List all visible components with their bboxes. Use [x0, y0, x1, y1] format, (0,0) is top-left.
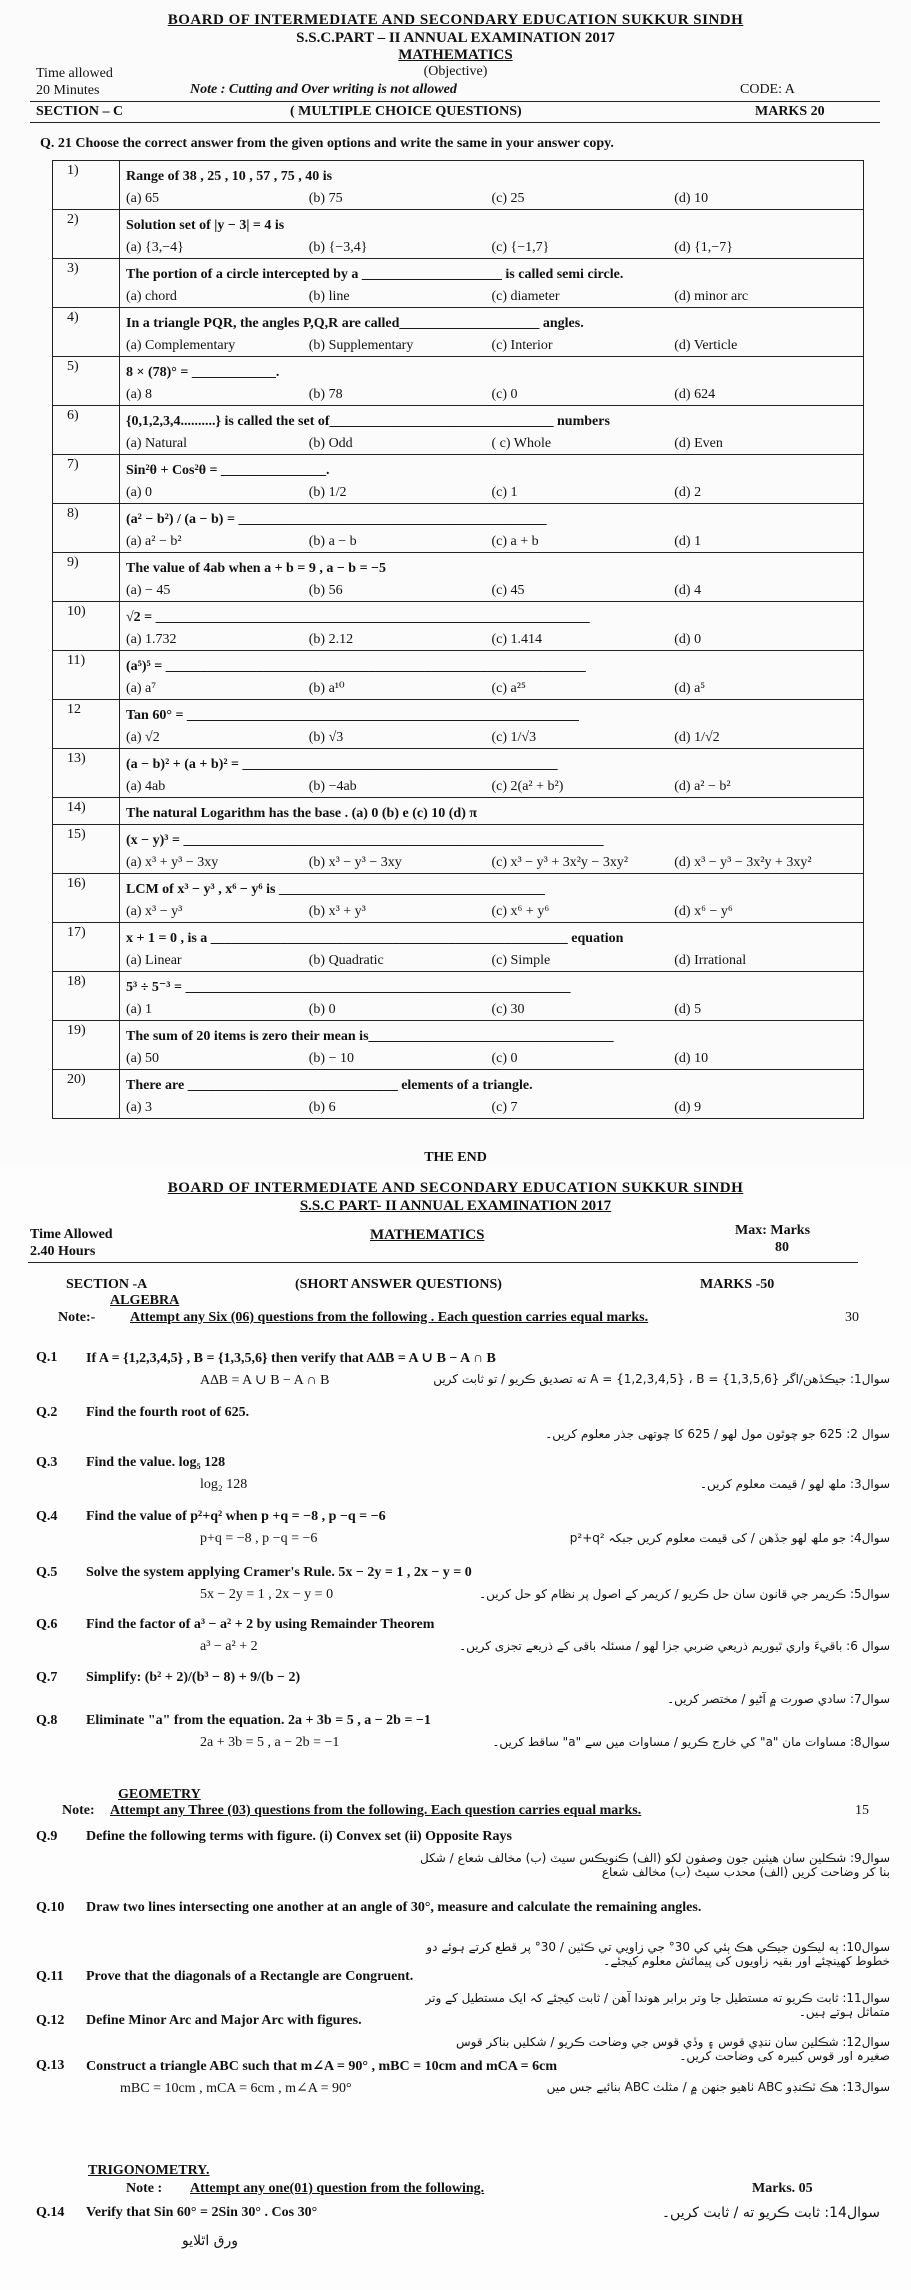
note-trig: Attempt any one(01) question from the following.: [190, 2181, 485, 2196]
question-number: 9): [53, 553, 120, 602]
question-number: 5): [53, 357, 120, 406]
option: (c) 25: [491, 191, 525, 206]
question-number: 17): [53, 923, 120, 972]
option: (d) a² − b²: [674, 779, 731, 794]
option: (b) x³ − y³ − 3xy: [308, 855, 402, 870]
options-row: [126, 996, 857, 1018]
option: (a) Linear: [126, 953, 182, 968]
question-number: 6): [53, 406, 120, 455]
question-urdu: سوال14: ثابت ڪريو ته / ثابت کریں۔: [661, 2205, 880, 2221]
mcq-row: [53, 1070, 864, 1119]
note-algebra: Attempt any Six (06) questions from the following . Each question carries equal marks.: [130, 1310, 649, 1325]
question-number: Q.9: [36, 1829, 58, 1844]
option: (c) 45: [491, 583, 525, 598]
max-marks-value: 80: [775, 1240, 789, 1255]
question-text: Find the factor of a³ − a² + 2 by using Remainder Theorem: [86, 1617, 435, 1632]
geometry-marks: 15: [855, 1803, 869, 1818]
question-text: There are ______________________________ elements of a triangle.: [126, 1078, 533, 1093]
question-cell: [120, 210, 864, 259]
note-cutting: Note : Cutting and Over writing is not allowed: [190, 82, 457, 97]
question-text-line2: 5x − 2y = 1 , 2x − y = 0: [200, 1587, 334, 1602]
option: (a) chord: [126, 289, 177, 304]
question-text: The natural Logarithm has the base . (a) 0 (b) e (c) 10 (d) π: [126, 806, 478, 821]
option: (a) a² − b²: [126, 534, 182, 549]
option: (a) 8: [126, 387, 153, 402]
question-text: Eliminate "a" from the equation. 2a + 3b = 5 , a − 2b = −1: [86, 1713, 431, 1728]
question-number: 18): [53, 972, 120, 1021]
option: (d) 1: [674, 534, 702, 549]
option: (d) 5: [674, 1002, 702, 1017]
question-number: Q.8: [36, 1713, 58, 1728]
question-number: 11): [53, 651, 120, 700]
note-geometry: Attempt any Three (03) questions from the following. Each question carries equal marks.: [110, 1803, 642, 1818]
question-number: 7): [53, 455, 120, 504]
question-text: In a triangle PQR, the angles P,Q,R are called____________________ angles.: [126, 316, 584, 331]
question-cell: [120, 874, 864, 923]
option: (d) 9: [674, 1100, 702, 1115]
question-text-line2: mBC = 10cm , mCA = 6cm , m∠A = 90°: [120, 2081, 352, 2096]
question-text: LCM of x³ − y³ , x⁶ − y⁶ is ______________________________________: [126, 882, 545, 897]
question-urdu: سوال 2: 625 جو چوٿون مول لهو / 625 کا چوتھی جذر معلوم کریں۔: [545, 1427, 890, 1441]
option: (a) 50: [126, 1051, 160, 1066]
question-number: Q.11: [36, 1969, 64, 1984]
question-text: (a⁵)⁵ = ____________________________________________________________: [126, 659, 586, 674]
subject-title: MATHEMATICS: [398, 47, 513, 63]
question-cell: [120, 455, 864, 504]
option: (a) 4ab: [126, 779, 166, 794]
question-number: Q.4: [36, 1509, 58, 1524]
mcq-row: [53, 651, 864, 700]
option: (a) 65: [126, 191, 160, 206]
question-text: 8 × (78)° = ____________.: [126, 365, 280, 380]
question-text: Define the following terms with figure. (i) Convex set (ii) Opposite Rays: [86, 1829, 512, 1844]
time-label: Time Allowed: [30, 1227, 113, 1242]
section-label: SECTION -A: [66, 1277, 148, 1292]
section-title: (SHORT ANSWER QUESTIONS): [295, 1277, 502, 1292]
mcq-row: [53, 210, 864, 259]
turn-over: ورق اٿلايو: [181, 2233, 239, 2249]
option: (d) x³ − y³ − 3x²y + 3xy²: [674, 855, 812, 870]
option: (a) {3,−4}: [126, 240, 184, 255]
question-urdu: سوال5: ڪريمر جي قانون سان حل ڪريو / کریمر کے اصول پر نظام کو حل کریں۔: [479, 1587, 890, 1601]
option: (b) 1/2: [308, 485, 347, 500]
question-cell: [120, 602, 864, 651]
algebra-heading: ALGEBRA: [110, 1293, 180, 1308]
mcq-row: [53, 798, 864, 825]
options-row: [126, 773, 857, 795]
instruction: Q. 21 Choose the correct answer from the given options and write the same in your answer copy.: [40, 136, 614, 151]
option: (b) Odd: [308, 436, 353, 451]
option: (a) 1.732: [126, 632, 177, 647]
question-text-line2: 2a + 3b = 5 , a − 2b = −1: [200, 1735, 340, 1750]
question-text: The portion of a circle intercepted by a ____________________ is called semi circle.: [126, 267, 624, 282]
question-number: 14): [53, 798, 120, 825]
option: (d) {1,−7}: [674, 240, 733, 255]
option: (d) Irrational: [674, 953, 747, 968]
options-row: [126, 675, 857, 697]
option: (a) √2: [126, 730, 160, 745]
option: (b) 56: [308, 583, 343, 598]
geometry-heading: GEOMETRY: [118, 1787, 201, 1802]
time-value: 20 Minutes: [36, 83, 100, 98]
question-urdu: سوال8: مساوات مان "a" کي خارج ڪريو / مساوات میں سے "a" ساقط کریں۔: [492, 1735, 890, 1749]
question-cell: [120, 161, 864, 210]
board-title: BOARD OF INTERMEDIATE AND SECONDARY EDUCATION SUKKUR SINDH: [167, 12, 744, 28]
question-urdu: سوال12: شڪلين سان ننڍي قوس ۽ وڏي قوس جي وضاحت ڪريو / شکلیں بناکر قوس صغیرہ اور قوس کبیرہ کی وضاحت کریں۔: [456, 2035, 890, 2063]
header-divider: [30, 101, 880, 102]
question-text: Range of 38 , 25 , 10 , 57 , 75 , 40 is: [126, 169, 333, 184]
question-text: Prove that the diagonals of a Rectangle are Congruent.: [86, 1969, 414, 1984]
question-cell: [120, 972, 864, 1021]
question-cell: [120, 308, 864, 357]
question-text: Find the fourth root of 625.: [86, 1405, 250, 1420]
option: (b) 75: [308, 191, 343, 206]
option: ( c) Whole: [491, 436, 552, 451]
mcq-table: [52, 160, 864, 1119]
subject-title: MATHEMATICS: [370, 1227, 485, 1243]
mcq-row: [53, 455, 864, 504]
mcq-row: [53, 923, 864, 972]
option: (d) 10: [674, 191, 709, 206]
question-number: Q.2: [36, 1405, 58, 1420]
option: (c) 1/√3: [491, 730, 537, 745]
option: (a) Complementary: [126, 338, 236, 353]
question-text: x + 1 = 0 , is a ___________________________________________________ equation: [126, 931, 624, 946]
mcq-row: [53, 553, 864, 602]
option: (d) 0: [674, 632, 702, 647]
option: (b) 6: [308, 1100, 336, 1115]
mcq-row: [53, 1021, 864, 1070]
option: (d) 10: [674, 1051, 709, 1066]
note-label: Note:-: [58, 1310, 96, 1325]
question-text: (x − y)³ = ____________________________________________________________: [126, 833, 604, 848]
options-row: [126, 947, 857, 969]
question-number: Q.5: [36, 1565, 58, 1580]
section-title: ( MULTIPLE CHOICE QUESTIONS): [290, 104, 522, 119]
question-text: Tan 60° = ________________________________________________________: [126, 708, 579, 723]
options-row: [126, 528, 857, 550]
question-number: 10): [53, 602, 120, 651]
mcq-row: [53, 749, 864, 798]
options-row: [126, 1094, 857, 1116]
question-cell: [120, 651, 864, 700]
question-urdu: سوال13: هڪ ٽڪنڊو ABC ٺاهيو جنهن ۾ / مثلث ABC بنائیے جس میں: [546, 2080, 890, 2094]
question-text: If A = {1,2,3,4,5} , B = {1,3,5,6} then verify that A∆B = A ∪ B − A ∩ B: [86, 1351, 496, 1366]
question-text: (a² − b²) / (a − b) = ____________________________________________: [126, 512, 547, 527]
question-text: Construct a triangle ABC such that m∠A = 90° , mBC = 10cm and mCA = 6cm: [86, 2059, 557, 2074]
question-number: Q.1: [36, 1350, 58, 1365]
options-row: [126, 332, 857, 354]
question-urdu: سوال4: جو ملھ لهو جڏهن / کی قیمت معلوم کریں جبکہ p²+q²: [569, 1531, 890, 1545]
question-cell: [120, 700, 864, 749]
options-row: [126, 381, 857, 403]
option: (d) 624: [674, 387, 716, 402]
option: (b) − 10: [308, 1051, 354, 1066]
note-label: Note:: [62, 1803, 95, 1818]
option: (c) x⁶ + y⁶: [491, 904, 550, 919]
question-cell: [120, 259, 864, 308]
option: (a) 1: [126, 1002, 153, 1017]
option: (b) √3: [308, 730, 344, 745]
section-marks: MARKS 20: [755, 104, 825, 119]
option: (a) − 45: [126, 583, 171, 598]
mcq-row: [53, 308, 864, 357]
max-marks-label: Max: Marks: [735, 1223, 811, 1238]
mcq-row: [53, 874, 864, 923]
question-text: {0,1,2,3,4..........} is called the set of________________________________ numbers: [126, 414, 610, 429]
mcq-row: [53, 700, 864, 749]
question-number: Q.14: [36, 2205, 65, 2220]
question-cell: [120, 553, 864, 602]
options-row: [126, 898, 857, 920]
option: (d) a⁵: [674, 681, 706, 696]
question-text: Verify that Sin 60° = 2Sin 30° . Cos 30°: [86, 2205, 318, 2220]
mcq-row: [53, 972, 864, 1021]
option: (d) 1/√2: [674, 730, 720, 745]
option: (c) 0: [491, 387, 518, 402]
option: (a) x³ − y³: [126, 904, 183, 919]
question-text: 5³ ÷ 5⁻³ = _______________________________________________________: [126, 980, 571, 995]
option: (d) 4: [674, 583, 702, 598]
question-urdu: سوال11: ثابت ڪريو ته مستطيل جا وتر برابر هوندا آهن / ثابت کیجئے کہ ایک مستطیل کے وتر متماثل ہوتے ہیں۔: [425, 1991, 890, 2019]
option: (a) x³ + y³ − 3xy: [126, 855, 219, 870]
options-row: [126, 1045, 857, 1067]
option: (c) a + b: [491, 534, 539, 549]
question-number: Q.3: [36, 1455, 58, 1470]
exam-title: S.S.C PART- II ANNUAL EXAMINATION 2017: [299, 1198, 612, 1214]
question-cell: [120, 923, 864, 972]
mcq-row: [53, 406, 864, 455]
question-urdu: سوال 6: باقيءَ واري ٿيوريم ذريعي ضربي جزا لهو / مسئلہ باقی کے ذریعے تجزی کریں۔: [459, 1639, 890, 1653]
question-text: The sum of 20 items is zero their mean is___________________________________: [126, 1029, 614, 1044]
options-row: [126, 430, 857, 452]
section-marks: MARKS -50: [700, 1277, 775, 1292]
options-row: [126, 626, 857, 648]
options-row: [126, 283, 857, 305]
options-row: [126, 185, 857, 207]
question-cell: [120, 825, 864, 874]
option: (c) Simple: [491, 953, 551, 968]
paper-type: (Objective): [423, 64, 488, 79]
header-divider: [28, 1262, 858, 1263]
option: (d) minor arc: [674, 289, 749, 304]
question-number: 15): [53, 825, 120, 874]
mcq-row: [53, 259, 864, 308]
option: (c) 1: [491, 485, 518, 500]
question-text: √2 = ______________________________________________________________: [126, 610, 590, 625]
question-urdu: سوال3: ملھ لھو / قیمت معلوم کریں۔: [699, 1477, 890, 1491]
board-title: BOARD OF INTERMEDIATE AND SECONDARY EDUCATION SUKKUR SINDH: [167, 1180, 744, 1196]
option: (c) a²⁵: [491, 681, 526, 696]
exam-title: S.S.C.PART – II ANNUAL EXAMINATION 2017: [296, 30, 615, 46]
option: (b) a − b: [308, 534, 357, 549]
option: (b) 2.12: [308, 632, 354, 647]
end-text: THE END: [424, 1150, 487, 1165]
question-text: (a − b)² + (a + b)² = _____________________________________________: [126, 757, 558, 772]
option: (d) Verticle: [674, 338, 738, 353]
option: (b) 78: [308, 387, 343, 402]
option: (c) diameter: [491, 289, 560, 304]
time-label: Time allowed: [36, 66, 113, 81]
option: (c) 0: [491, 1051, 518, 1066]
option: (d) x⁶ − y⁶: [674, 904, 733, 919]
option: (b) line: [308, 289, 350, 304]
question-cell: [120, 798, 864, 825]
question-text: The value of 4ab when a + b = 9 , a − b = −5: [126, 561, 387, 576]
question-text: Sin²θ + Cos²θ = _______________.: [126, 463, 330, 478]
note-label: Note :: [126, 2181, 163, 2196]
question-text-line2: p+q = −8 , p −q = −6: [200, 1531, 318, 1546]
question-cell: [120, 749, 864, 798]
option: (b) −4ab: [308, 779, 357, 794]
algebra-marks: 30: [845, 1310, 859, 1325]
question-cell: [120, 357, 864, 406]
option: (b) a¹⁰: [308, 681, 345, 696]
question-number: Q.13: [36, 2058, 65, 2073]
option: (b) Supplementary: [308, 338, 414, 353]
question-urdu: سوال7: سادي صورت ۾ آڻيو / مختصر کریں۔: [667, 1692, 890, 1706]
option: (c) Interior: [491, 338, 553, 353]
question-text-line2: A∆B = A ∪ B − A ∩ B: [200, 1373, 330, 1388]
question-number: 1): [53, 161, 120, 210]
question-text-line2: a³ − a² + 2: [200, 1639, 258, 1654]
question-cell: [120, 406, 864, 455]
subjective-paper: [0, 1165, 911, 2290]
question-number: Q.10: [36, 1900, 65, 1915]
question-text: Simplify: (b² + 2)/(b³ − 8) + 9/(b − 2): [86, 1670, 301, 1685]
option: (a) 0: [126, 485, 153, 500]
mcq-row: [53, 825, 864, 874]
option: (b) {−3,4}: [308, 240, 368, 255]
question-number: Q.6: [36, 1617, 58, 1632]
question-urdu: سوال1: جيڪڏهن/اگر A = {1,2,3,4,5} ، B = {1,3,5,6} ته تصديق ڪريو / تو ثابت کریں: [433, 1372, 890, 1386]
question-number: 16): [53, 874, 120, 923]
option: (b) Quadratic: [308, 953, 384, 968]
mcq-row: [53, 357, 864, 406]
option: (c) {−1,7}: [491, 240, 550, 255]
question-text: Solve the system applying Cramer's Rule. 5x − 2y = 1 , 2x − y = 0: [86, 1565, 472, 1580]
question-number: 4): [53, 308, 120, 357]
question-text-line2: log₂ 128: [200, 1477, 248, 1492]
question-number: 19): [53, 1021, 120, 1070]
option: (c) 7: [491, 1100, 518, 1115]
question-cell: [120, 1070, 864, 1119]
trig-marks: Marks. 05: [752, 2181, 813, 2196]
paper-code: CODE: A: [740, 82, 795, 97]
option: (c) x³ − y³ + 3x²y − 3xy²: [491, 855, 629, 870]
option: (a) 3: [126, 1100, 153, 1115]
question-urdu: سوال9: شڪلين سان هيٺين جون وصفون لکو (الف) ڪنويڪس سيٽ (ب) مخالف شعاع / شکل بنا کر وضاحت کریں (الف) محدب سیٹ (ب) مخالف شعاع: [420, 1851, 890, 1879]
question-number: 12: [53, 700, 120, 749]
option: (c) 2(a² + b²): [491, 779, 564, 794]
question-number: 20): [53, 1070, 120, 1119]
mcq-row: [53, 161, 864, 210]
options-row: [126, 479, 857, 501]
option: (b) 0: [308, 1002, 336, 1017]
option: (d) 2: [674, 485, 702, 500]
question-urdu: سوال10: ٻه ليڪون جيڪي هڪ ٻئي کي 30° جي زاويي تي ڪٽين / 30° پر قطع کرتے ہوئے دو خطوط کھینچئے اور بقیہ زاویوں کی پیمائش معلوم کیجئے۔: [426, 1940, 890, 1968]
time-value: 2.40 Hours: [30, 1244, 96, 1259]
section-label: SECTION – C: [36, 104, 124, 119]
option: (c) 30: [491, 1002, 525, 1017]
options-row: [126, 849, 857, 871]
option: (d) Even: [674, 436, 723, 451]
question-text: Solution set of |y − 3| = 4 is: [126, 218, 285, 233]
option: (b) x³ + y³: [308, 904, 366, 919]
mcq-row: [53, 504, 864, 553]
mcq-row: [53, 602, 864, 651]
question-number: 3): [53, 259, 120, 308]
option: (a) Natural: [126, 436, 188, 451]
question-number: Q.12: [36, 2013, 65, 2028]
question-cell: [120, 504, 864, 553]
question-cell: [120, 1021, 864, 1070]
question-text: Define Minor Arc and Major Arc with figures.: [86, 2013, 362, 2028]
question-text: Draw two lines intersecting one another at an angle of 30°, measure and calculate the remaining angles.: [86, 1900, 702, 1915]
question-text: Find the value. log₅ 128: [86, 1455, 226, 1470]
option: (c) 1.414: [491, 632, 543, 647]
options-row: [126, 724, 857, 746]
option: (a) a⁷: [126, 681, 157, 696]
header-divider: [30, 122, 880, 123]
options-row: [126, 577, 857, 599]
question-number: 8): [53, 504, 120, 553]
question-number: 13): [53, 749, 120, 798]
question-text: Find the value of p²+q² when p +q = −8 , p −q = −6: [86, 1509, 386, 1524]
trigonometry-heading: TRIGONOMETRY.: [88, 2163, 210, 2178]
question-number: 2): [53, 210, 120, 259]
question-number: Q.7: [36, 1670, 58, 1685]
options-row: [126, 234, 857, 256]
